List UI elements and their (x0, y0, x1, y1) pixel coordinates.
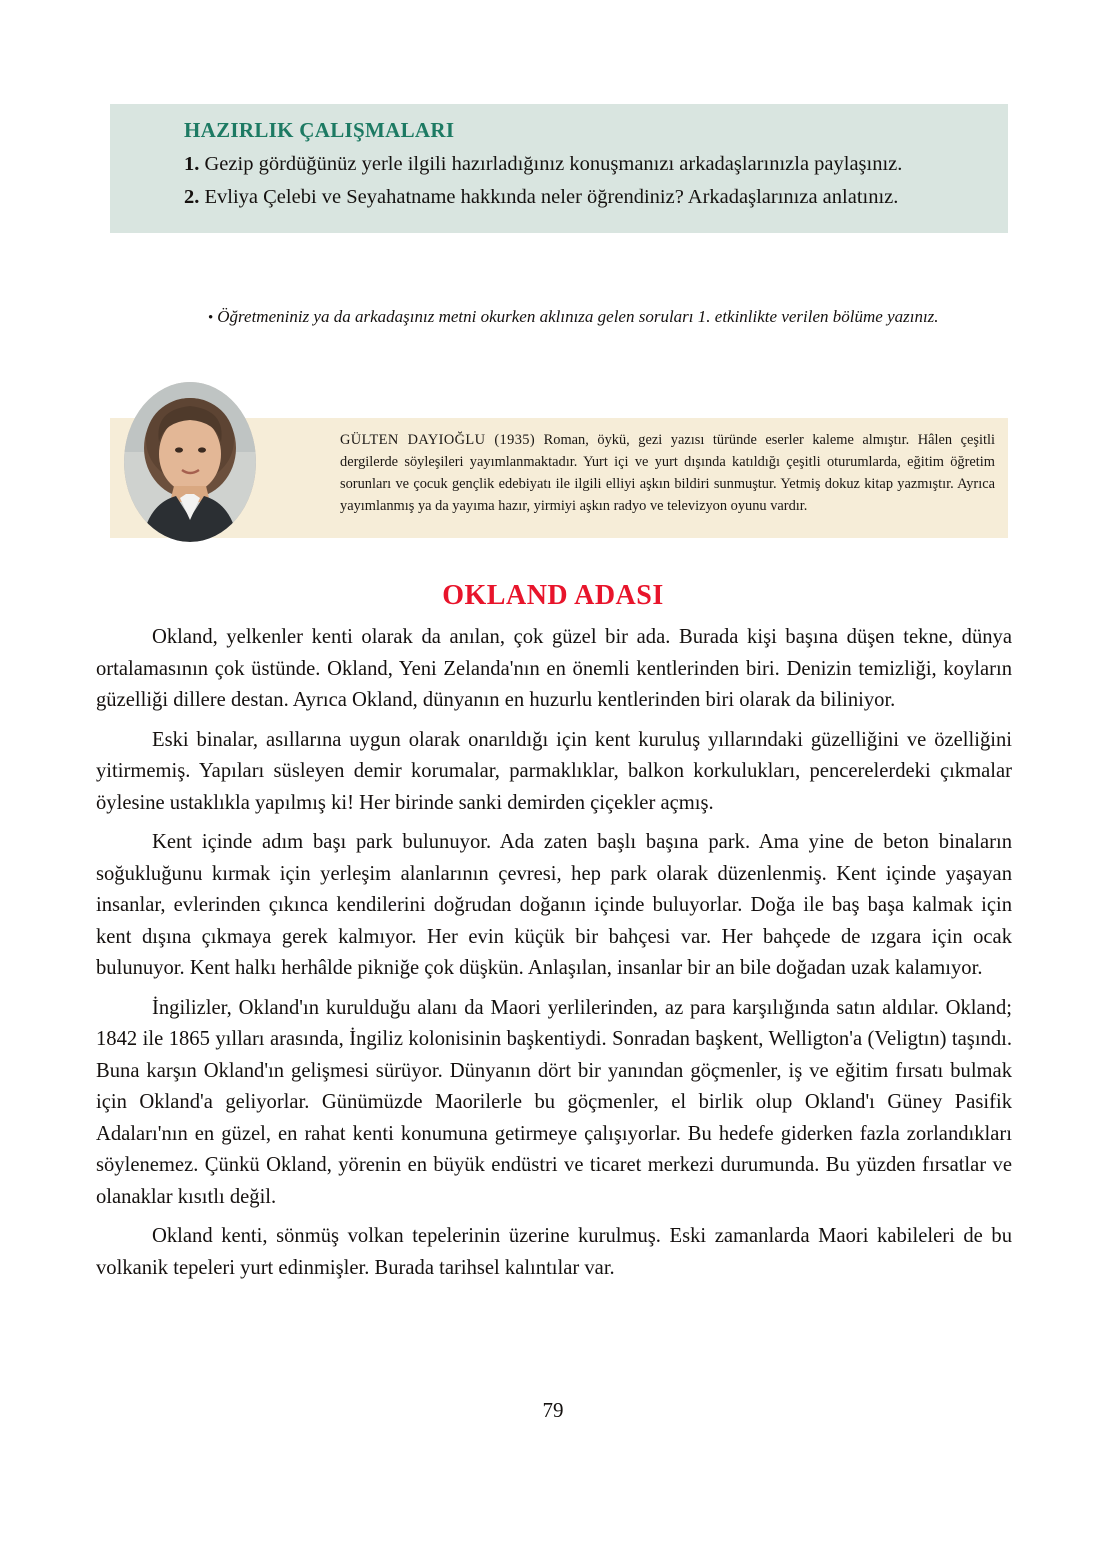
author-portrait (124, 382, 256, 542)
preparation-item-2-number: 2. (184, 185, 200, 208)
preparation-item-2 (132, 182, 986, 213)
preparation-title: HAZIRLIK ÇALIŞMALARI (184, 118, 455, 142)
bullet-icon: • (208, 310, 214, 326)
author-name: GÜLTEN DAYIOĞLU (1935) (340, 432, 536, 448)
article-paragraph: Eski binalar, asıllarına uygun olarak onarıldığı için kent kuruluş yıllarındaki güzelliğini ve özelliğini yitirmemiş. Yapıları süsleyen demir korumalar, parmaklıklar, balkon korkulukları, pencerelerdeki çıkmalar öylesine ustaklıkla yapılmış ki! Her birinde sanki demirden çiçekler açmış. (96, 728, 1012, 814)
page-number: 79 (542, 1398, 564, 1422)
article-paragraph: Okland, yelkenler kenti olarak da anılan, çok güzel bir ada. Burada kişi başına düşen tekne, dünya ortalamasının çok üstünde. Okland, Yeni Zelanda'nın en önemli kentlerinden biri. Denizin temizliği, koyların güzelliği dillere destan. Ayrıca Okland, dünyanın en huzurlu kentlerinden biri olarak da biliniyor. (96, 626, 1012, 711)
article-title: OKLAND ADASI (442, 580, 664, 611)
preparation-item-1-text: Gezip gördüğünüz yerle ilgili hazırladığınız konuşmanızı arkadaşlarınızla paylaşınız. (199, 153, 903, 175)
article-paragraph: Okland kenti, sönmüş volkan tepelerinin üzerine kurulmuş. Eski zamanlarda Maori kabileleri de bu volkanik tepeleri yurt edinmişler. Burada tarihsel kalıntılar var. (96, 1225, 1012, 1279)
preparation-item-1 (132, 149, 986, 180)
author-bio: Roman, öykü, gezi yazısı türünde eserler kaleme almıştır. Hâlen çeşitli dergilerde söyleşileri yayımlanmaktadır. Yurt içi ve yurt dışında katıldığı çeşitli oturumlarda, eğitim öğretim sorunları ve çocuk gençlik edebiyatı ile ilgili elliyi aşkın bildiri sunmuştur. Yetmiş dokuz kitap yazmıştır. Ayrıca yayımlanmış ya da yayıma hazır, yirmiyi aşkın radyo ve televizyon oyunu vardır. (340, 432, 995, 514)
article-paragraph: Kent içinde adım başı park bulunuyor. Ada zaten başlı başına park. Ama yine de beton binaların soğukluğunu kırmak için yerleşim alanlarının çevresi, hep park olarak düzenlenmiş. Kent içinde yaşayan insanlar, evlerinden çıkınca kendilerini doğrudan doğanın içinde buluyorlar. Doğa ile baş başa kalmak için kent dışına çıkmaya gerek kalmıyor. Her evin küçük bir bahçesi var. Her bahçede de ızgara için ocak bulunuyor. Kent halkı herhâlde pikniğe çok düşkün. Anlaşılan, insanlar bir an bile doğadan uzak kalamıyor. (96, 831, 1012, 979)
article-paragraph: İngilizler, Okland'ın kurulduğu alanı da Maori yerlilerinden, az para karşılığında satın aldılar. Okland; 1842 ile 1865 yılları arasında, İngiliz kolonisinin başkentiydi. Sonradan başkent, Welligton'a (Veligtın) taşındı. Buna karşın Okland'ın gelişmesi sürüyor. Dünyanın dört bir yanından göçmenler, iş ve eğitim fırsatı bulmak için Okland'a geliyorlar. Günümüzde Maorilerle bu göçmenler, el birlik olup Okland'ı Güney Pasifik Adaları'nın en güzel, en rahat kenti konumuna getirmeye çalışıyorlar. Bu hedefe giderken fazla zorlandıkları söylenemez. Çünkü Okland, yörenin en büyük endüstri ve ticaret merkezi durumunda. Bu yüzden fırsatlar ve olanaklar kısıtlı değil. (96, 996, 1012, 1208)
instruction-note (172, 304, 972, 330)
preparation-item-2-text: Evliya Çelebi ve Seyahatname hakkında neler öğrendiniz? Arkadaşlarınıza anlatınız. (199, 185, 899, 208)
preparation-item-1-number: 1. (184, 153, 200, 175)
article-body (96, 622, 1012, 1292)
author-bio-text (340, 430, 995, 518)
instruction-text: Öğretmeniniz ya da arkadaşınız metni okurken aklınıza gelen soruları 1. etkinlikte verilen bölüme yazınız. (217, 307, 939, 326)
preparation-box (110, 104, 1008, 233)
